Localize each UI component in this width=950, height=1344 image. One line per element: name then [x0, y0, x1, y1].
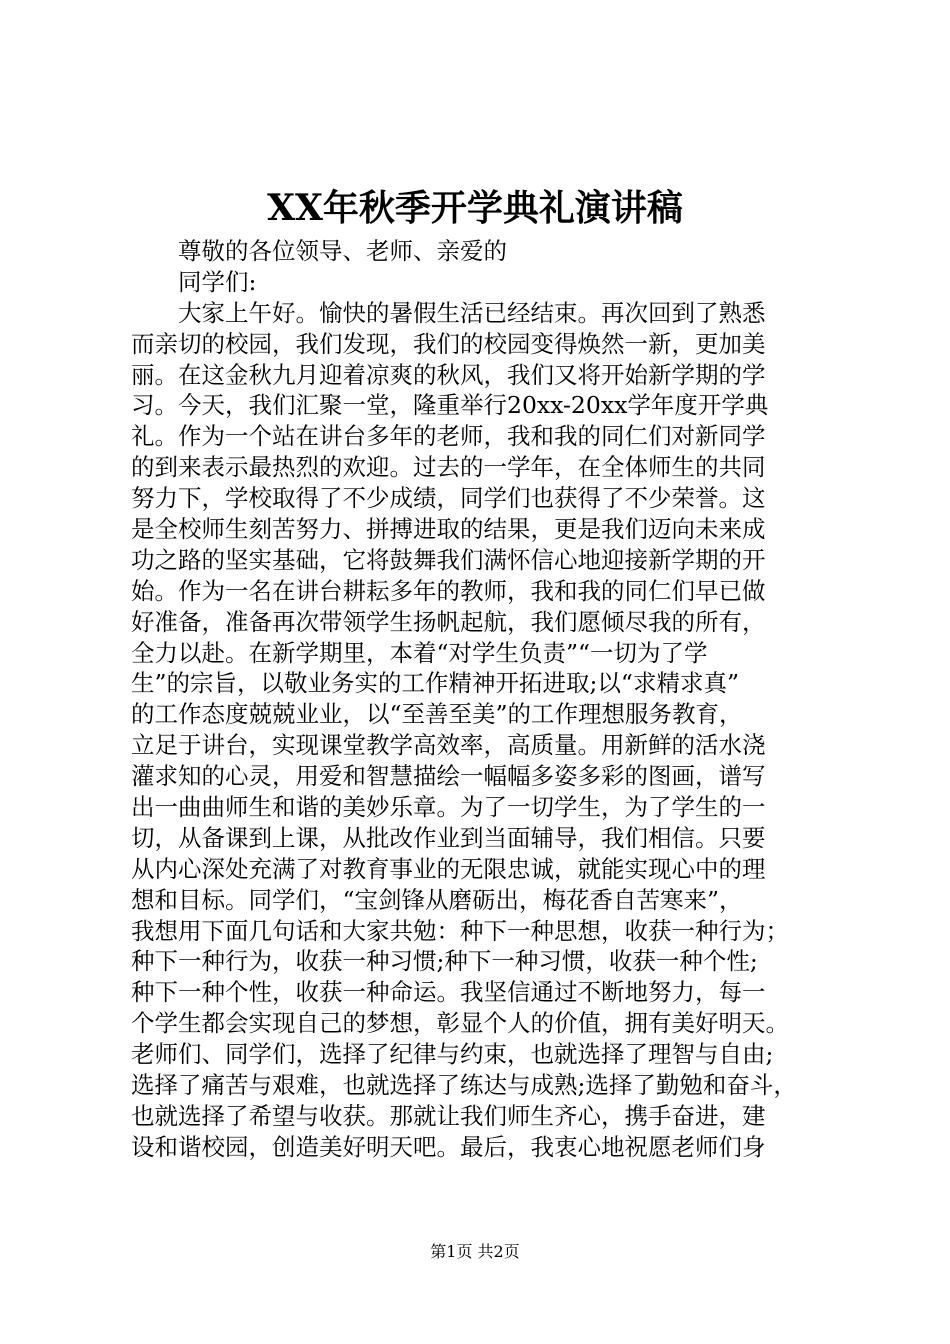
- document-body: [131, 236, 831, 1163]
- document-title: XX年秋季开学典礼演讲稿: [267, 187, 683, 229]
- body-line: 种下一种行为，收获一种习惯;种下一种习惯，收获一种个性;: [131, 947, 758, 976]
- body-line: 的到来表示最热烈的欢迎。过去的一学年，在全体师生的共同: [131, 453, 766, 482]
- body-line: 生”的宗旨，以敬业务实的工作精神开拓进取;以“求精求真”: [131, 669, 739, 698]
- body-line: 始。作为一名在讲台耕耘多年的教师，我和我的同仁们早已做: [131, 576, 766, 605]
- body-line: 设和谐校园，创造美好明天吧。最后，我衷心地祝愿老师们身: [131, 1132, 766, 1161]
- body-line: 功之路的坚实基础，它将鼓舞我们满怀信心地迎接新学期的开: [131, 545, 766, 574]
- body-line: 也就选择了希望与收获。那就让我们师生齐心，携手奋进，建: [131, 1101, 766, 1130]
- body-line: 礼。作为一个站在讲台多年的老师，我和我的同仁们对新同学: [131, 422, 766, 451]
- body-line: 大家上午好。愉快的暑假生活已经结束。再次回到了熟悉: [178, 298, 766, 327]
- body-line: 种下一种个性，收获一种命运。我坚信通过不断地努力，每一: [131, 978, 766, 1007]
- body-line: 老师们、同学们，选择了纪律与约束，也就选择了理智与自由;: [131, 1040, 774, 1069]
- body-line: 同学们:: [178, 267, 257, 296]
- body-line: 丽。在这金秋九月迎着凉爽的秋风，我们又将开始新学期的学: [131, 360, 766, 389]
- body-line: 出一曲曲师生和谐的美妙乐章。为了一切学生，为了学生的一: [131, 793, 766, 822]
- body-line: 尊敬的各位领导、老师、亲爱的: [178, 237, 507, 265]
- body-line: 努力下，学校取得了不少成绩，同学们也获得了不少荣誉。这: [131, 484, 766, 513]
- body-line: 切，从备课到上课，从批改作业到当面辅导，我们相信。只要: [131, 823, 766, 852]
- body-line: 灌求知的心灵，用爱和智慧描绘一幅幅多姿多彩的图画，谱写: [131, 762, 766, 791]
- body-line: 我想用下面几句话和大家共勉：种下一种思想，收获一种行为；: [131, 916, 789, 945]
- body-line: 从内心深处充满了对教育事业的无限忠诚，就能实现心中的理: [131, 854, 766, 883]
- body-line: 习。今天，我们汇聚一堂，隆重举行20xx-20xx学年度开学典: [131, 391, 769, 420]
- body-line: 好准备，准备再次带领学生扬帆起航，我们愿倾尽我的所有，: [131, 607, 766, 636]
- body-line: 是全校师生刻苦努力、拼搏进取的结果，更是我们迈向未来成: [131, 515, 766, 544]
- body-line: 的工作态度兢兢业业，以“至善至美”的工作理想服务教育，: [131, 700, 743, 729]
- page-number: 第1页 共2页: [430, 1242, 520, 1261]
- body-line: 想和目标。同学们，“宝剑锋从磨砺出，梅花香自苦寒来”，: [131, 885, 743, 914]
- body-line: 立足于讲台，实现课堂教学高效率，高质量。用新鲜的活水浇: [131, 731, 766, 760]
- body-line: 而亲切的校园，我们发现，我们的校园变得焕然一新，更加美: [131, 329, 766, 358]
- body-line: 选择了痛苦与艰难，也就选择了练达与成熟;选择了勤勉和奋斗，: [131, 1071, 797, 1100]
- body-line: 个学生都会实现自己的梦想，彰显个人的价值，拥有美好明天。: [131, 1009, 789, 1038]
- body-line: 全力以赴。在新学期里，本着“对学生负责”“一切为了学: [131, 638, 708, 667]
